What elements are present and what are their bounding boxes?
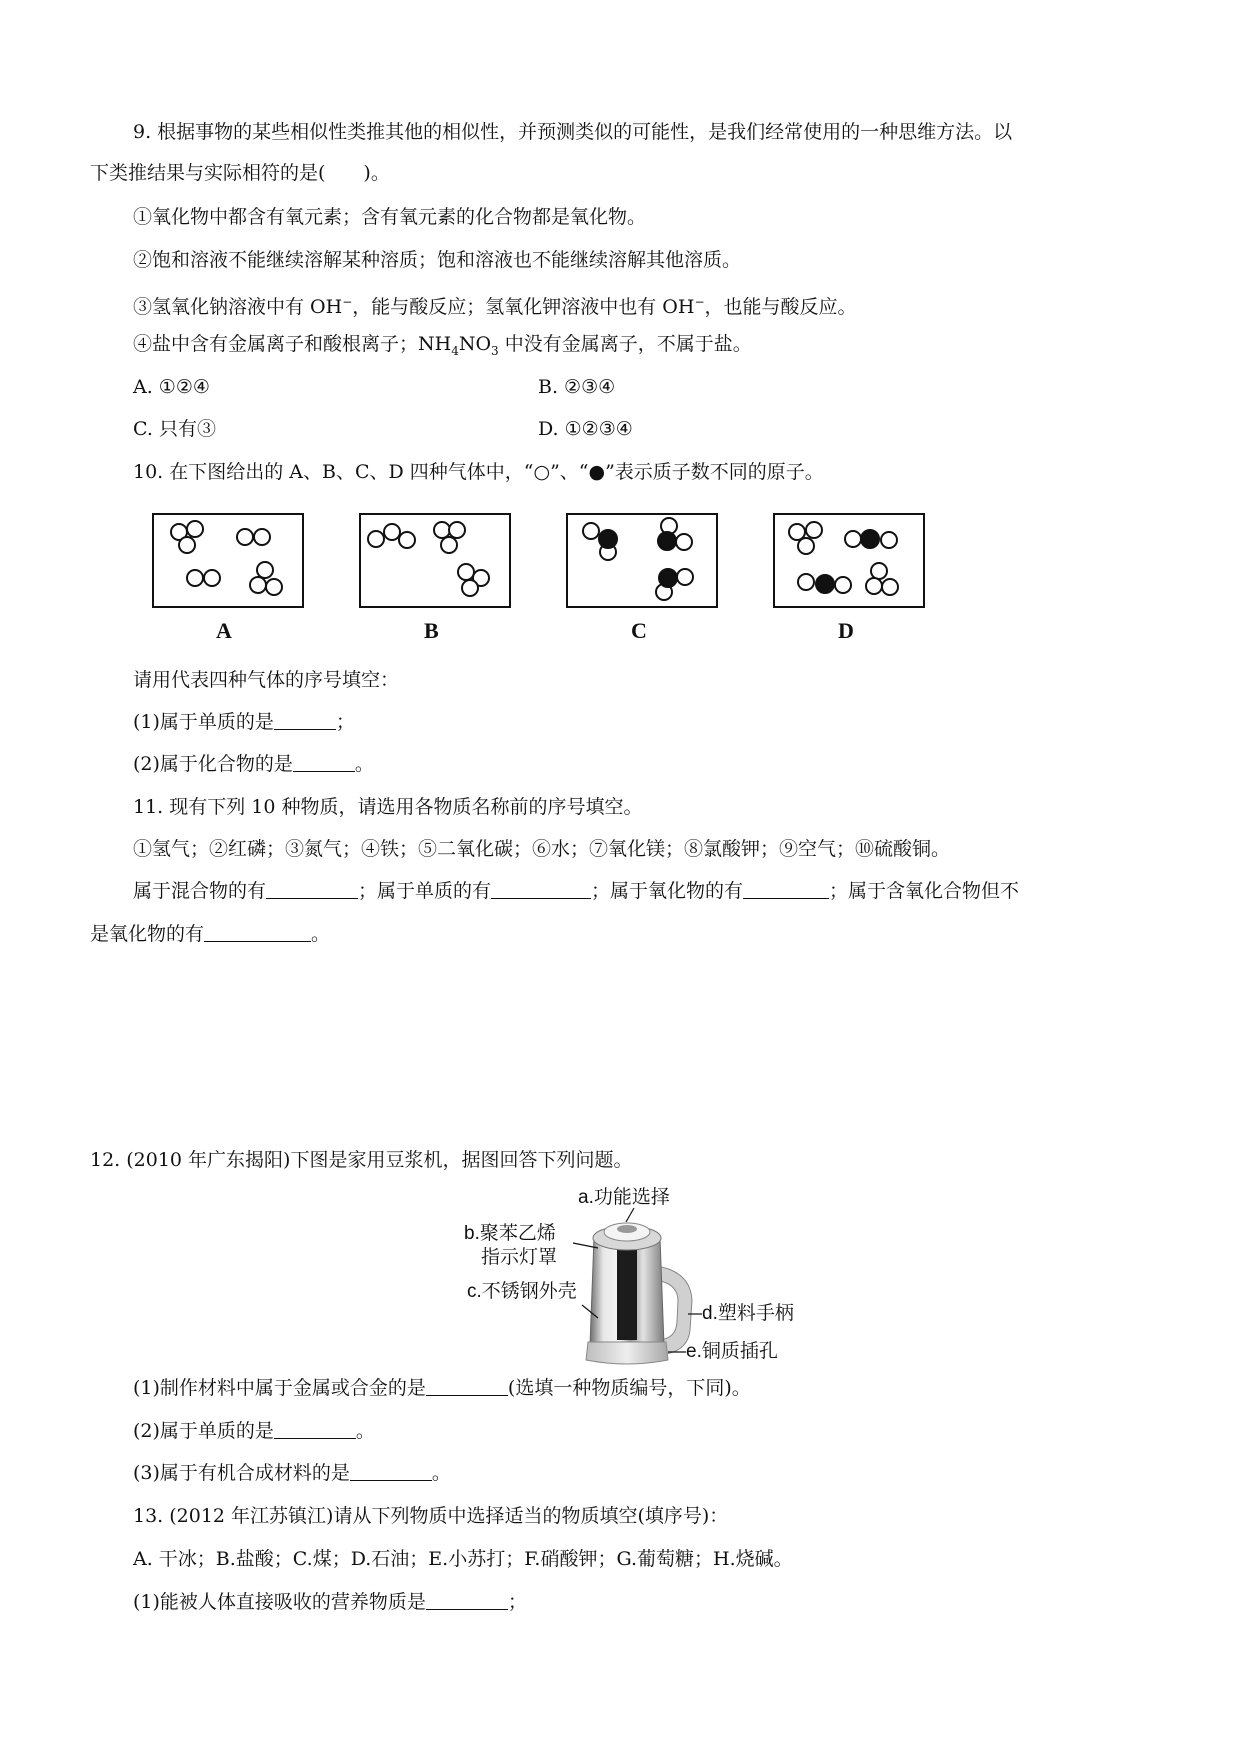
q9-option-a: A. ①②④ — [133, 376, 210, 398]
q11-oxygen-compound-label: ；属于含氧化合物但不 — [829, 880, 1020, 902]
gas-label-c: C — [631, 618, 647, 643]
q10-p1-end: ； — [335, 711, 355, 733]
q12-p3-text: (3)属于有机合成材料的是 — [133, 1462, 350, 1484]
q13-part-1 — [133, 1590, 527, 1614]
q11-oxide-label: ；属于氧化物的有 — [591, 880, 744, 902]
callout-e-copper-socket: e.铜质插孔 — [686, 1341, 778, 1362]
answer-blank[interactable] — [350, 1462, 432, 1481]
callout-c-stainless-shell: c.不锈钢外壳 — [467, 1281, 577, 1302]
q13-items: A. 干冰；B.盐酸；C.煤；D.石油；E.小苏打；F.硝酸钾；G.葡萄糖；H.烧碱。 — [133, 1548, 793, 1570]
callout-a-function-select: a.功能选择 — [578, 1187, 670, 1208]
q9-s3-part1: ③氢氧化钠溶液中有 OH — [133, 296, 343, 318]
q9-s4-part1: ④盐中含有金属离子和酸根离子；NH — [133, 333, 452, 355]
q13-p1-end: ； — [507, 1591, 527, 1613]
q11-mixture-label: 属于混合物的有 — [133, 880, 267, 902]
q9-statement-2: ②饱和溶液不能继续溶解某种溶质；饱和溶液也不能继续溶解其他溶质。 — [133, 249, 742, 271]
q11-items: ①氢气；②红磷；③氮气；④铁；⑤二氧化碳；⑥水；⑦氧化镁；⑧氯酸钾；⑨空气；⑩硫酸铜。 — [133, 838, 951, 860]
q10-p2-end: 。 — [354, 753, 374, 775]
q9-option-d: D. ①②③④ — [538, 418, 633, 440]
q10-p1-text: (1)属于单质的是 — [133, 711, 274, 733]
q13-stem: 13. (2012 年江苏镇江)请从下列物质中选择适当的物质填空(填序号)： — [133, 1505, 729, 1527]
q12-stem: 12. (2010 年广东揭阳)下图是家用豆浆机，据图回答下列问题。 — [90, 1149, 633, 1171]
q9-stem-line1: 9. 根据事物的某些相似性类推其他的相似性，并预测类似的可能性，是我们经常使用的一种思维方法。以 — [133, 121, 1013, 143]
q11-end: 。 — [311, 923, 331, 945]
q9-s4-part3: 中没有金属离子，不属于盐。 — [498, 333, 752, 355]
callout-d-plastic-handle: d.塑料手柄 — [702, 1303, 794, 1324]
answer-blank[interactable] — [426, 1377, 508, 1396]
gas-label-a: A — [216, 618, 232, 643]
q10-p2-text: (2)属于化合物的是 — [133, 753, 293, 775]
subscript-4: 4 — [451, 343, 459, 358]
q9-option-c: C. 只有③ — [133, 418, 216, 440]
q11-stem: 11. 现有下列 10 种物质，请选用各物质名称前的序号填空。 — [133, 796, 643, 818]
q12-p3-end: 。 — [431, 1462, 451, 1484]
q12-p1-end: (选填一种物质编号，下同)。 — [507, 1377, 751, 1399]
q12-part-2 — [133, 1419, 375, 1443]
answer-blank[interactable] — [426, 1591, 508, 1610]
superscript-minus: − — [694, 295, 705, 309]
gas-label-b: B — [424, 618, 439, 643]
q9-s3-part3: ，也能与酸反应。 — [704, 296, 857, 318]
q10-instruction: 请用代表四种气体的序号填空： — [133, 669, 400, 691]
q9-statement-1: ①氧化物中都含有氧元素；含有氧元素的化合物都是氧化物。 — [133, 206, 647, 228]
superscript-minus: − — [342, 295, 353, 309]
q11-element-label: ；属于单质的有 — [358, 880, 492, 902]
q12-part-1 — [133, 1376, 751, 1400]
q9-option-b: B. ②③④ — [538, 376, 616, 398]
subscript-3: 3 — [491, 343, 499, 358]
q12-p2-text: (2)属于单质的是 — [133, 1420, 274, 1442]
q9-stem-line2: 下类推结果与实际相符的是( )。 — [90, 162, 390, 184]
q11-not-oxide-label: 是氧化物的有 — [90, 923, 205, 945]
q9-s3-part2: ，能与酸反应；氢氧化钾溶液中也有 OH — [352, 296, 695, 318]
answer-blank[interactable] — [274, 1420, 356, 1439]
q13-p1-text: (1)能被人体直接吸收的营养物质是 — [133, 1591, 426, 1613]
callout-b-indicator-cover: 指示灯罩 — [481, 1247, 558, 1268]
q12-p1-text: (1)制作材料中属于金属或合金的是 — [133, 1377, 426, 1399]
q9-s4-part2: NO — [458, 333, 492, 355]
q10-stem: 10. 在下图给出的 A、B、C、D 四种气体中，“○”、“●”表示质子数不同的原子。 — [133, 461, 824, 483]
q12-part-3 — [133, 1461, 451, 1485]
q12-p2-end: 。 — [355, 1420, 375, 1442]
gas-label-d: D — [838, 618, 854, 643]
callout-b-polystyrene: b.聚苯乙烯 — [464, 1223, 556, 1244]
